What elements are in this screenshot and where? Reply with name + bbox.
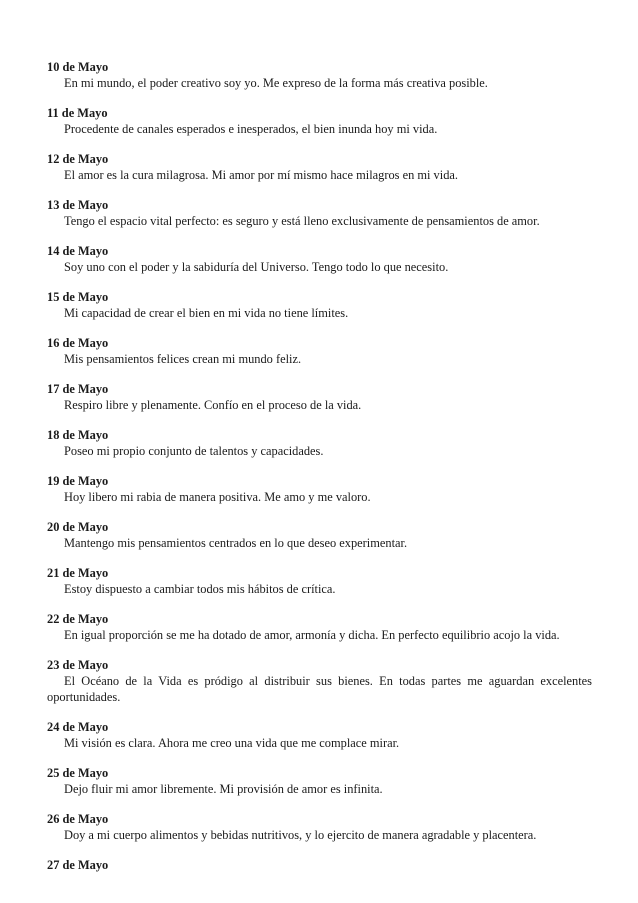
entry-may-15: [47, 289, 592, 321]
entry-date: 11 de Mayo: [47, 106, 108, 120]
entry-may-27: [47, 857, 592, 873]
entry-text: El Océano de la Vida es pródigo al distribuir sus bienes. En todas partes me aguardan excelentes oportunidades.: [47, 674, 592, 704]
entry-date: 13 de Mayo: [47, 198, 109, 212]
entry-text: Soy uno con el poder y la sabiduría del Universo. Tengo todo lo que necesito.: [64, 260, 449, 274]
entry-may-25: [47, 765, 592, 797]
entry-text: Doy a mi cuerpo alimentos y bebidas nutritivos, y lo ejercito de manera agradable y placentera.: [64, 828, 537, 842]
document-page: [47, 59, 592, 887]
entry-date: 10 de Mayo: [47, 60, 109, 74]
entry-may-23: [47, 657, 592, 705]
entry-text: El amor es la cura milagrosa. Mi amor por mí mismo hace milagros en mi vida.: [64, 168, 458, 182]
entry-text: Tengo el espacio vital perfecto: es seguro y está lleno exclusivamente de pensamientos de amor.: [64, 214, 540, 228]
entry-may-17: [47, 381, 592, 413]
entry-date: 12 de Mayo: [47, 152, 109, 166]
entry-text: Dejo fluir mi amor libremente. Mi provisión de amor es infinita.: [64, 782, 383, 796]
entry-date: 24 de Mayo: [47, 720, 109, 734]
entry-text: Mi capacidad de crear el bien en mi vida no tiene límites.: [64, 306, 349, 320]
entry-date: 14 de Mayo: [47, 244, 109, 258]
entry-text: Mis pensamientos felices crean mi mundo feliz.: [64, 352, 302, 366]
entry-text: En mi mundo, el poder creativo soy yo. Me expreso de la forma más creativa posible.: [64, 76, 488, 90]
entry-date: 17 de Mayo: [47, 382, 109, 396]
entry-date: 26 de Mayo: [47, 812, 109, 826]
entry-date: 21 de Mayo: [47, 566, 109, 580]
entry-may-12: [47, 151, 592, 183]
entry-date: 18 de Mayo: [47, 428, 109, 442]
entry-may-14: [47, 243, 592, 275]
entry-date: 23 de Mayo: [47, 658, 109, 672]
entry-may-24: [47, 719, 592, 751]
entry-date: 19 de Mayo: [47, 474, 109, 488]
entry-text: En igual proporción se me ha dotado de amor, armonía y dicha. En perfecto equilibrio acojo la vida.: [64, 628, 560, 642]
entry-may-10: [47, 59, 592, 91]
entry-text: Mantengo mis pensamientos centrados en lo que deseo experimentar.: [64, 536, 408, 550]
entry-text: Respiro libre y plenamente. Confío en el proceso de la vida.: [64, 398, 362, 412]
entry-date: 15 de Mayo: [47, 290, 109, 304]
entry-date: 25 de Mayo: [47, 766, 109, 780]
entry-text: Estoy dispuesto a cambiar todos mis hábitos de crítica.: [64, 582, 336, 596]
entry-date: 22 de Mayo: [47, 612, 109, 626]
entry-date: 27 de Mayo: [47, 858, 109, 872]
entry-date: 16 de Mayo: [47, 336, 109, 350]
entry-text: Poseo mi propio conjunto de talentos y capacidades.: [64, 444, 324, 458]
entry-date: 20 de Mayo: [47, 520, 109, 534]
entry-may-11: [47, 105, 592, 137]
entry-may-21: [47, 565, 592, 597]
entry-may-26: [47, 811, 592, 843]
entry-may-13: [47, 197, 592, 229]
entry-may-20: [47, 519, 592, 551]
entry-text: Procedente de canales esperados e inesperados, el bien inunda hoy mi vida.: [64, 122, 438, 136]
entry-text: Hoy libero mi rabia de manera positiva. Me amo y me valoro.: [64, 490, 371, 504]
entry-may-18: [47, 427, 592, 459]
entry-may-22: [47, 611, 592, 643]
entry-text: Mi visión es clara. Ahora me creo una vida que me complace mirar.: [64, 736, 400, 750]
entry-may-16: [47, 335, 592, 367]
entry-may-19: [47, 473, 592, 505]
